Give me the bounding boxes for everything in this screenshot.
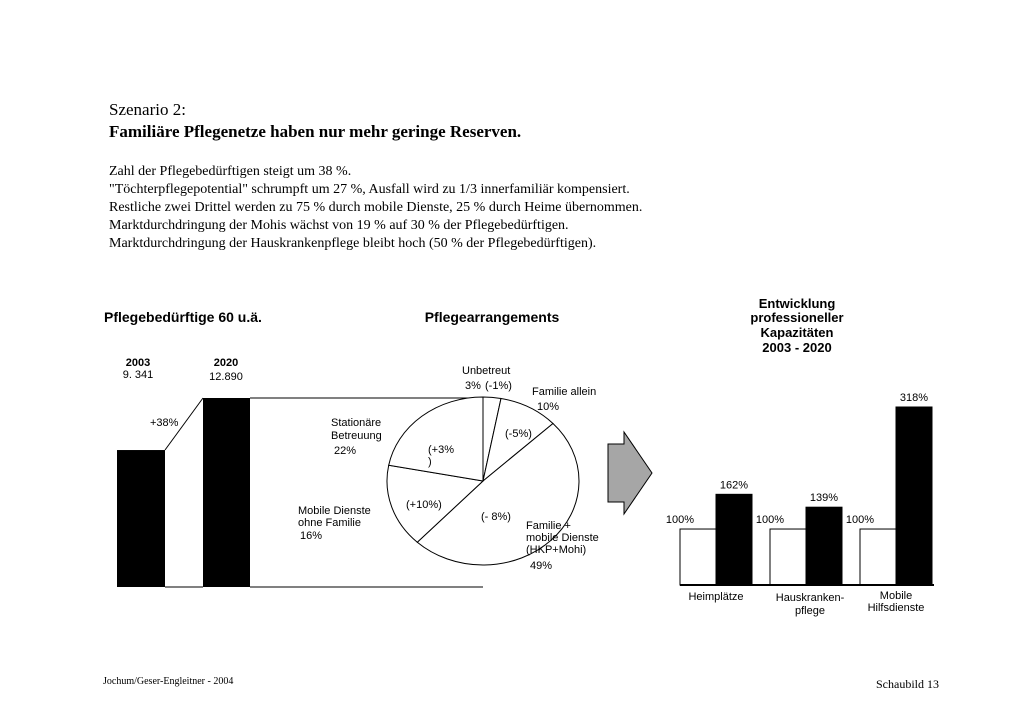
slice-label-stationaer: Betreuung (331, 430, 382, 442)
chart1-value-label-2020: 12.890 (209, 371, 243, 383)
chart3-bar-heimplaetze-2020 (716, 494, 752, 585)
chart3-value-label: 162% (719, 479, 749, 492)
chart3-category-hauskrankenpflege: pflege (795, 605, 825, 617)
slice-change-stationaer: (+3% (428, 444, 454, 456)
slice-label-familie-mobile: (HKP+Mohi) (526, 544, 587, 556)
slice-label-mobile-ohne: Mobile Dienste (298, 505, 371, 517)
slice-label-familie-mobile: Familie + (526, 520, 571, 532)
footer-page-label: Schaubild 13 (876, 677, 939, 691)
description-line: Zahl der Pflegebedürftigen steigt um 38 %. (109, 164, 352, 179)
chart3-value-label: 139% (809, 492, 839, 505)
slice-value-unbetreut: 3% (465, 380, 481, 392)
slice-label-mobile-ohne: ohne Familie (298, 517, 361, 529)
slice-change-familie-allein: (-5%) (505, 428, 532, 440)
chart1-category-2003: 2003 (125, 357, 151, 369)
chart3-title: Kapazitäten (760, 325, 834, 340)
slice-change-unbetreut: (-1%) (485, 380, 512, 392)
chart3-value-label: 100% (755, 514, 785, 527)
chart3-category-mobile-hilfsdienste: Hilfsdienste (867, 602, 925, 614)
chart1-bar-2003 (117, 450, 165, 587)
slice-value-mobile-ohne: 16% (300, 530, 323, 542)
chart3-value-label: 318% (899, 392, 929, 404)
chart2-title: Pflegearrangements (424, 309, 560, 325)
slice-change-familie-mobile: (- 8%) (481, 511, 511, 523)
page-subtitle: Familiäre Pflegenetze haben nur mehr geringe Reserven. (109, 122, 522, 141)
description-line: Restliche zwei Drittel werden zu 75 % durch mobile Dienste, 25 % durch Heime übernommen. (109, 200, 643, 215)
description-line: "Töchterpflegepotential" schrumpft um 27 %, Ausfall wird zu 1/3 innerfamiliär kompensiert. (109, 182, 630, 197)
chart3-bar-mobile-hilfsdienste-2020 (896, 407, 932, 585)
description-line: Marktdurchdringung der Mohis wächst von 19 % auf 30 % der Pflegebedürftigen. (109, 218, 569, 233)
chart3-value-label: 100% (845, 514, 875, 527)
slice-value-familie-allein: 10% (537, 401, 560, 413)
chart3-value-label: 100% (665, 514, 695, 527)
chart3-bar-heimplaetze-2003 (680, 529, 716, 585)
chart-pflegearrangements (298, 309, 599, 572)
chart1-growth-label: +38% (150, 417, 179, 429)
slice-change-stationaer: ) (428, 456, 432, 468)
chart3-bar-hauskrankenpflege-2020 (806, 507, 842, 585)
slice-label-familie-allein: Familie allein (532, 386, 597, 398)
chart3-bar-mobile-hilfsdienste-2003 (860, 529, 896, 585)
chart1-value-label-2003: 9. 341 (122, 369, 154, 381)
slice-label-unbetreut: Unbetreut (462, 365, 511, 377)
chart1-category-2020: 2020 (213, 357, 239, 369)
slice-label-stationaer: Stationäre (331, 417, 382, 429)
slice-label-familie-mobile: mobile Dienste (526, 532, 599, 544)
description-line: Marktdurchdringung der Hauskrankenpflege bleibt hoch (50 % der Pflegebedürftigen). (109, 236, 597, 251)
slice-change-mobile-ohne: (+10%) (406, 499, 442, 511)
page-title: Szenario 2: (109, 100, 186, 119)
chart3-title: 2003 - 2020 (762, 340, 832, 355)
chart3-bar-hauskrankenpflege-2003 (770, 529, 806, 585)
slice-value-stationaer: 22% (334, 445, 357, 457)
chart3-category-mobile-hilfsdienste: Mobile (879, 590, 913, 602)
chart1-bar-2020 (203, 398, 250, 587)
chart3-title: professioneller (750, 310, 844, 325)
chart1-title: Pflegebedürftige 60 u.ä. (104, 309, 262, 325)
chart3-category-heimplaetze: Heimplätze (688, 591, 744, 603)
chart3-title: Entwicklung (758, 296, 836, 311)
slice-value-familie-mobile: 49% (530, 560, 553, 572)
chart-kapazitaeten (666, 296, 934, 617)
arrow-icon (608, 432, 652, 514)
chart3-category-hauskrankenpflege: Hauskranken- (775, 592, 845, 604)
footer-credit: Jochum/Geser-Engleitner - 2004 (103, 676, 234, 687)
